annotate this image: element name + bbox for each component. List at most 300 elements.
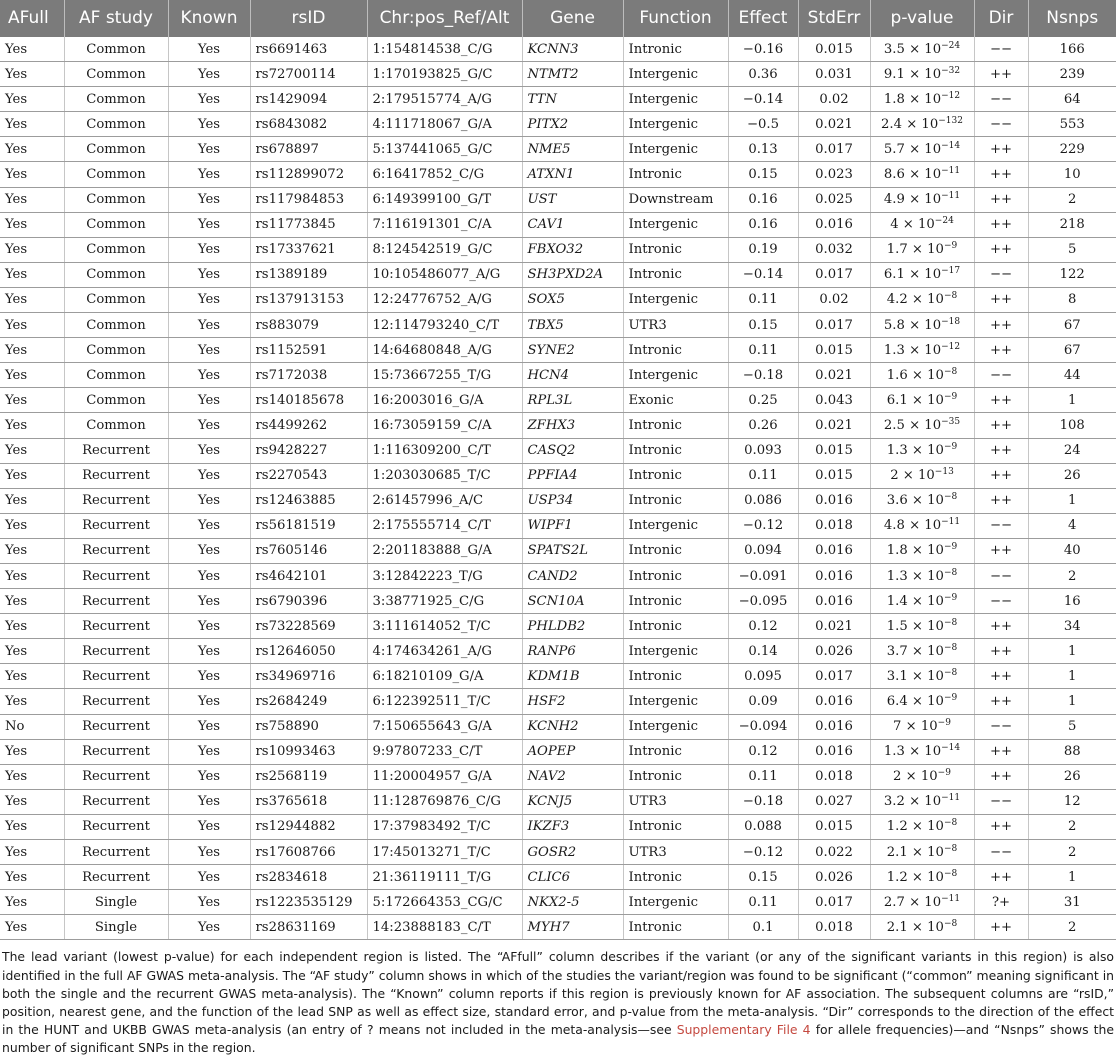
table-cell: Intronic [623,488,728,513]
table-row [0,187,1116,212]
table-cell: rs1152591 [250,338,367,363]
p-value-exponent: −35 [941,416,961,427]
column-header: Nsnps [1028,0,1116,37]
table-cell [870,814,974,839]
p-value-exponent: −8 [943,843,958,854]
p-value-mantissa: 5.8 × 10 [883,317,942,333]
table-cell: Yes [168,87,250,112]
table-cell: Yes [0,865,64,890]
table-cell: Common [64,37,168,62]
table-cell: ++ [974,865,1028,890]
table-cell: 5:137441065_G/C [367,137,522,162]
table-cell: Single [64,915,168,940]
table-cell: 0.016 [798,714,870,739]
table-row [0,739,1116,764]
table-cell: −0.14 [728,87,798,112]
table-cell: Common [64,363,168,388]
table-cell [870,237,974,262]
table-cell [870,915,974,940]
table-cell: Yes [0,62,64,87]
table-cell: Yes [168,840,250,865]
table-cell: 40 [1028,538,1116,563]
table-cell [870,37,974,62]
table-cell: Yes [168,37,250,62]
table-cell: Common [64,313,168,338]
table-cell: 0.16 [728,187,798,212]
table-cell: ++ [974,287,1028,312]
table-cell: 0.36 [728,62,798,87]
table-cell: 67 [1028,313,1116,338]
table-cell: Common [64,162,168,187]
table-cell [870,890,974,915]
table-row [0,338,1116,363]
p-value-mantissa: 2 × 10 [890,468,935,484]
table-cell: rs4642101 [250,563,367,588]
p-value-exponent: −9 [943,442,958,453]
table-cell: 26 [1028,764,1116,789]
table-cell: Intergenic [623,714,728,739]
table-cell: 10 [1028,162,1116,187]
table-cell: rs1223535129 [250,890,367,915]
column-header: AF study [64,0,168,37]
table-cell [870,262,974,287]
table-row [0,789,1116,814]
table-cell: ++ [974,137,1028,162]
table-cell: ?+ [974,890,1028,915]
table-cell: 0.015 [798,338,870,363]
table-cell: Recurrent [64,840,168,865]
table-cell: 0.26 [728,413,798,438]
table-cell: CAND2 [522,563,623,588]
table-cell: USP34 [522,488,623,513]
table-cell: −− [974,563,1028,588]
table-cell: SOX5 [522,287,623,312]
caption-text-end: for allele frequencies)—and “Nsnps” shows the number of significant SNPs in the region. [2,1022,1115,1056]
table-cell: Yes [0,438,64,463]
table-header-row [0,0,1116,37]
table-cell: 16 [1028,589,1116,614]
table-cell: Yes [168,488,250,513]
table-cell: rs2270543 [250,463,367,488]
table-cell: Yes [0,187,64,212]
table-cell: Yes [0,463,64,488]
table-cell: 6:18210109_G/A [367,664,522,689]
table-cell: 14:64680848_A/G [367,338,522,363]
table-cell: ++ [974,212,1028,237]
p-value-mantissa: 1.4 × 10 [886,593,944,609]
table-cell: 1 [1028,865,1116,890]
table-cell: TBX5 [522,313,623,338]
table-cell: 12:24776752_A/G [367,287,522,312]
table-cell: 11:128769876_C/G [367,789,522,814]
table-cell: rs56181519 [250,513,367,538]
table-cell: 0.021 [798,614,870,639]
table-row [0,388,1116,413]
table-cell: SYNE2 [522,338,623,363]
p-value-exponent: −8 [943,667,958,678]
table-row [0,313,1116,338]
table-cell: Downstream [623,187,728,212]
table-row [0,538,1116,563]
p-value-exponent: −8 [943,617,958,628]
table-cell: Yes [168,463,250,488]
table-cell: Yes [168,212,250,237]
table-cell: 12:114793240_C/T [367,313,522,338]
table-cell: Common [64,338,168,363]
p-value-mantissa: 5.7 × 10 [883,141,942,157]
table-cell: −− [974,513,1028,538]
table-row [0,488,1116,513]
p-value-exponent: −8 [943,291,958,302]
table-row [0,865,1116,890]
table-cell [870,789,974,814]
p-value-mantissa: 4 × 10 [890,217,935,233]
table-cell: rs3765618 [250,789,367,814]
p-value-mantissa: 2.7 × 10 [883,894,942,910]
table-cell: 0.016 [798,563,870,588]
table-cell: 16:73059159_C/A [367,413,522,438]
column-header: Function [623,0,728,37]
table-cell: Yes [168,187,250,212]
table-cell [870,212,974,237]
table-cell: Intronic [623,764,728,789]
p-value-exponent: −13 [934,467,954,478]
table-cell: 10:105486077_A/G [367,262,522,287]
table-cell: rs6790396 [250,589,367,614]
table-cell: 2 [1028,187,1116,212]
table-cell: 0.12 [728,739,798,764]
table-cell: 12 [1028,789,1116,814]
table-cell: 5 [1028,237,1116,262]
column-header: Known [168,0,250,37]
p-value-mantissa: 8.6 × 10 [883,167,942,183]
table-cell [870,137,974,162]
table-cell: Yes [0,112,64,137]
table-cell: 0.11 [728,463,798,488]
table-cell [870,287,974,312]
table-cell: TTN [522,87,623,112]
table-cell: 8:124542519_G/C [367,237,522,262]
table-cell [870,438,974,463]
table-cell: rs7605146 [250,538,367,563]
table-cell: 1 [1028,664,1116,689]
table-cell: 2 [1028,563,1116,588]
table-cell: UTR3 [623,313,728,338]
table-row [0,915,1116,940]
table-cell: Intergenic [623,212,728,237]
table-cell: Exonic [623,388,728,413]
p-value-mantissa: 4.8 × 10 [883,518,942,534]
table-cell: Yes [0,413,64,438]
table-cell: Yes [168,262,250,287]
table-cell: 0.027 [798,789,870,814]
table-cell: 2 [1028,915,1116,940]
table-cell: 4:111718067_G/A [367,112,522,137]
table-cell: Yes [0,488,64,513]
table-cell: Yes [168,513,250,538]
table-row [0,162,1116,187]
table-cell [870,739,974,764]
table-cell: Yes [0,87,64,112]
p-value-exponent: −8 [943,366,958,377]
table-cell: 44 [1028,363,1116,388]
table-cell: 15:73667255_T/G [367,363,522,388]
table-row [0,137,1116,162]
table-cell: ++ [974,413,1028,438]
table-row [0,714,1116,739]
table-cell: Intergenic [623,112,728,137]
table-cell: Yes [168,589,250,614]
table-cell [870,313,974,338]
table-cell: ++ [974,313,1028,338]
table-row [0,639,1116,664]
table-cell: Yes [0,739,64,764]
table-cell: rs17608766 [250,840,367,865]
table-cell [870,363,974,388]
table-cell: −− [974,112,1028,137]
table-cell: 3:12842223_T/G [367,563,522,588]
p-value-mantissa: 6.4 × 10 [886,693,944,709]
table-cell: rs12646050 [250,639,367,664]
table-cell: 4:174634261_A/G [367,639,522,664]
table-cell: Common [64,187,168,212]
table-cell [870,162,974,187]
table-cell: Yes [168,764,250,789]
table-cell: Common [64,62,168,87]
table-cell: Yes [168,413,250,438]
table-cell: Yes [0,137,64,162]
table-cell: rs140185678 [250,388,367,413]
table-cell: Yes [168,363,250,388]
table-cell: Yes [0,237,64,262]
table-cell: rs10993463 [250,739,367,764]
table-cell: 26 [1028,463,1116,488]
table-cell: rs2684249 [250,689,367,714]
table-cell: Intronic [623,162,728,187]
table-row [0,237,1116,262]
table-cell [870,413,974,438]
table-cell: 24 [1028,438,1116,463]
table-cell: Yes [168,890,250,915]
table-cell [870,62,974,87]
table-cell: −− [974,840,1028,865]
p-value-mantissa: 1.8 × 10 [886,543,944,559]
p-value-exponent: −12 [941,90,961,101]
table-cell: 2 [1028,814,1116,839]
table-cell: 0.015 [798,814,870,839]
table-cell: rs1429094 [250,87,367,112]
p-value-mantissa: 6.1 × 10 [886,392,944,408]
table-cell: 1 [1028,689,1116,714]
table-cell: Common [64,287,168,312]
p-value-mantissa: 4.9 × 10 [883,192,942,208]
p-value-mantissa: 7 × 10 [893,719,938,735]
table-cell: 2:61457996_A/C [367,488,522,513]
table-cell: Yes [0,287,64,312]
table-cell: Intronic [623,664,728,689]
table-cell: ++ [974,664,1028,689]
table-cell: 0.016 [798,488,870,513]
table-cell: rs6691463 [250,37,367,62]
table-cell: Yes [168,563,250,588]
table-cell: Yes [168,338,250,363]
table-cell: Intergenic [623,87,728,112]
p-value-mantissa: 1.7 × 10 [886,242,944,258]
table-cell [870,589,974,614]
table-cell: Yes [0,840,64,865]
p-value-mantissa: 6.1 × 10 [883,267,942,283]
table-cell: Yes [0,538,64,563]
table-cell: 4 [1028,513,1116,538]
p-value-exponent: −11 [941,517,961,528]
table-cell [870,338,974,363]
table-cell: Recurrent [64,814,168,839]
p-value-mantissa: 1.8 × 10 [883,91,942,107]
table-cell: CASQ2 [522,438,623,463]
table-cell: 9:97807233_C/T [367,739,522,764]
table-cell: Common [64,388,168,413]
table-cell: Yes [168,639,250,664]
table-cell: rs678897 [250,137,367,162]
table-cell: Yes [168,538,250,563]
table-cell: ++ [974,814,1028,839]
table-cell: Recurrent [64,714,168,739]
table-cell: ++ [974,488,1028,513]
table-cell: 34 [1028,614,1116,639]
table-cell: Intergenic [623,639,728,664]
table-cell: 0.032 [798,237,870,262]
table-cell: Recurrent [64,589,168,614]
table-cell: Yes [168,137,250,162]
p-value-mantissa: 2 × 10 [893,769,938,785]
table-cell: 0.016 [798,689,870,714]
table-cell: 0.021 [798,413,870,438]
table-cell [870,639,974,664]
table-cell: CAV1 [522,212,623,237]
table-cell: −0.091 [728,563,798,588]
table-body [0,37,1116,940]
table-cell: RANP6 [522,639,623,664]
table-row [0,614,1116,639]
table-cell: Common [64,137,168,162]
table-cell: Yes [0,814,64,839]
table-cell: 0.016 [798,538,870,563]
p-value-exponent: −24 [934,216,954,227]
p-value-exponent: −8 [943,642,958,653]
table-cell: 0.13 [728,137,798,162]
p-value-mantissa: 3.6 × 10 [886,493,944,509]
table-cell: rs28631169 [250,915,367,940]
table-cell: AOPEP [522,739,623,764]
table-cell: 553 [1028,112,1116,137]
table-cell: HSF2 [522,689,623,714]
table-cell: Yes [168,438,250,463]
table-cell: 0.031 [798,62,870,87]
table-cell: −0.12 [728,840,798,865]
table-cell: 64 [1028,87,1116,112]
table-cell: −0.18 [728,363,798,388]
table-cell: ++ [974,338,1028,363]
table-cell: 0.086 [728,488,798,513]
table-cell: ++ [974,187,1028,212]
table-cell: 6:16417852_C/G [367,162,522,187]
p-value-exponent: −18 [941,316,961,327]
p-value-mantissa: 1.3 × 10 [886,443,944,459]
p-value-exponent: −8 [943,918,958,929]
p-value-exponent: −17 [941,266,961,277]
table-cell: Recurrent [64,488,168,513]
table-cell: −0.14 [728,262,798,287]
table-cell: 0.015 [798,463,870,488]
table-cell: Recurrent [64,689,168,714]
table-cell: 0.022 [798,840,870,865]
table-cell: 0.015 [798,438,870,463]
table-cell: ++ [974,438,1028,463]
table-cell: rs2834618 [250,865,367,890]
table-cell: Intronic [623,739,728,764]
table-cell [870,388,974,413]
p-value-mantissa: 2.5 × 10 [883,417,942,433]
table-cell: 218 [1028,212,1116,237]
table-cell: Intronic [623,463,728,488]
table-cell: Yes [0,789,64,814]
table-row [0,438,1116,463]
table-cell: Intronic [623,915,728,940]
p-value-mantissa: 2.1 × 10 [886,919,944,935]
table-cell: rs72700114 [250,62,367,87]
table-cell [870,513,974,538]
table-cell: FBXO32 [522,237,623,262]
supplementary-file-link[interactable]: Supplementary File 4 [676,1022,811,1038]
table-cell: 0.016 [798,212,870,237]
table-cell: 17:37983492_T/C [367,814,522,839]
table-cell: Yes [168,313,250,338]
table-cell: rs117984853 [250,187,367,212]
table-cell: −0.094 [728,714,798,739]
table-cell: 0.25 [728,388,798,413]
table-cell: 0.015 [798,37,870,62]
p-value-exponent: −8 [943,868,958,879]
p-value-mantissa: 1.3 × 10 [883,342,942,358]
p-value-exponent: −9 [943,692,958,703]
p-value-exponent: −14 [941,743,961,754]
table-cell: Intronic [623,413,728,438]
table-cell: 0.018 [798,764,870,789]
table-cell: 0.017 [798,890,870,915]
table-cell: Intergenic [623,363,728,388]
table-cell: Intergenic [623,137,728,162]
column-header: Chr:pos_Ref/Alt [367,0,522,37]
table-cell: rs1389189 [250,262,367,287]
table-cell: rs758890 [250,714,367,739]
table-cell: Recurrent [64,739,168,764]
table-cell: Yes [0,212,64,237]
table-cell: Yes [0,614,64,639]
table-cell: 1 [1028,639,1116,664]
table-cell: Recurrent [64,463,168,488]
table-cell: 0.017 [798,137,870,162]
table-cell: rs9428227 [250,438,367,463]
table-cell: −0.18 [728,789,798,814]
table-cell: PPFIA4 [522,463,623,488]
table-cell: CLIC6 [522,865,623,890]
table-cell [870,563,974,588]
table-cell [870,689,974,714]
table-cell: Recurrent [64,614,168,639]
table-row [0,287,1116,312]
table-cell: rs137913153 [250,287,367,312]
p-value-exponent: −9 [943,391,958,402]
